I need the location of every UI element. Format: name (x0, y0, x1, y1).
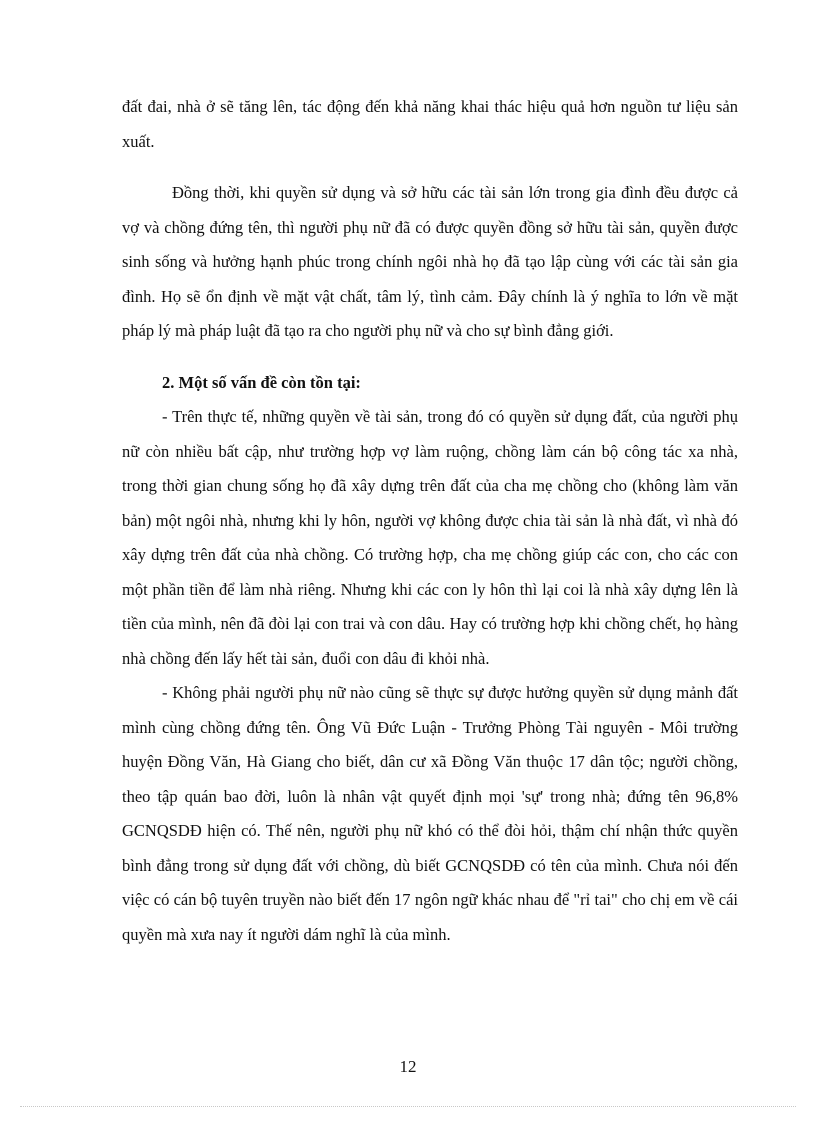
paragraph-land-use-rights: - Không phải người phụ nữ nào cũng sẽ thực sự được hưởng quyền sử dụng mảnh đất mình cùng chồng đứng tên. Ông Vũ Đức Luận - Trưởng Phòng Tài nguyên - Môi trường huyện Đồng Văn, Hà Giang cho biết, dân cư xã Đồng Văn thuộc 17 dân tộc; người chồng, theo tập quán bao đời, luôn là nhân vật quyết định mọi 'sự' trong nhà; đứng tên 96,8% GCNQSDĐ hiện có. Thế nên, người phụ nữ khó có thể đòi hỏi, thậm chí nhận thức quyền bình đẳng trong sử dụng đất với chồng, dù biết GCNQSDĐ có tên của mình. Chưa nói đến việc có cán bộ tuyên truyền nào biết đến 17 ngôn ngữ khác nhau để "rỉ tai" cho chị em về cái quyền mà xưa nay ít người dám nghĩ là của mình. (122, 683, 738, 944)
paragraph-existing-issues: - Trên thực tế, những quyền về tài sản, trong đó có quyền sử dụng đất, của người phụ nữ còn nhiều bất cập, như trường hợp vợ làm ruộng, chồng làm cán bộ công tác xa nhà, trong thời gian chung sống họ đã xây dựng trên đất của cha mẹ chồng cho (không làm văn bản) một ngôi nhà, nhưng khi ly hôn, người vợ không được chia tài sản là nhà đất, vì nhà đó xây dựng trên đất của nhà chồng. Có trường hợp, cha mẹ chồng giúp các con, cho các con một phần tiền để làm nhà riêng. Nhưng khi các con ly hôn thì lại coi là nhà xây dựng lên là tiền của mình, nên đã đòi lại con trai và con dâu. Hay có trường hợp khi chồng chết, họ hàng nhà chồng đến lấy hết tài sản, đuổi con dâu đi khỏi nhà. (122, 407, 738, 668)
document-body (122, 90, 738, 952)
page-number: 12 (399, 1057, 417, 1076)
footer-divider (20, 1106, 796, 1107)
section-heading: 2. Một số vấn đề còn tồn tại: (162, 372, 361, 392)
paragraph-co-ownership: Đồng thời, khi quyền sử dụng và sở hữu các tài sản lớn trong gia đình đều được cả vợ và chồng đứng tên, thì người phụ nữ đã có được quyền đồng sở hữu tài sản, quyền được sinh sống và hưởng hạnh phúc trong chính ngôi nhà họ đã tạo lập cùng với các tài sản gia đình. Họ sẽ ổn định về mặt vật chất, tâm lý, tình cảm. Đây chính là ý nghĩa to lớn về mặt pháp lý mà pháp luật đã tạo ra cho người phụ nữ và cho sự bình đẳng giới. (122, 183, 738, 340)
paragraph-continuation: đất đai, nhà ở sẽ tăng lên, tác động đến khả năng khai thác hiệu quả hơn nguồn tư liệu sản xuất. (122, 97, 738, 151)
